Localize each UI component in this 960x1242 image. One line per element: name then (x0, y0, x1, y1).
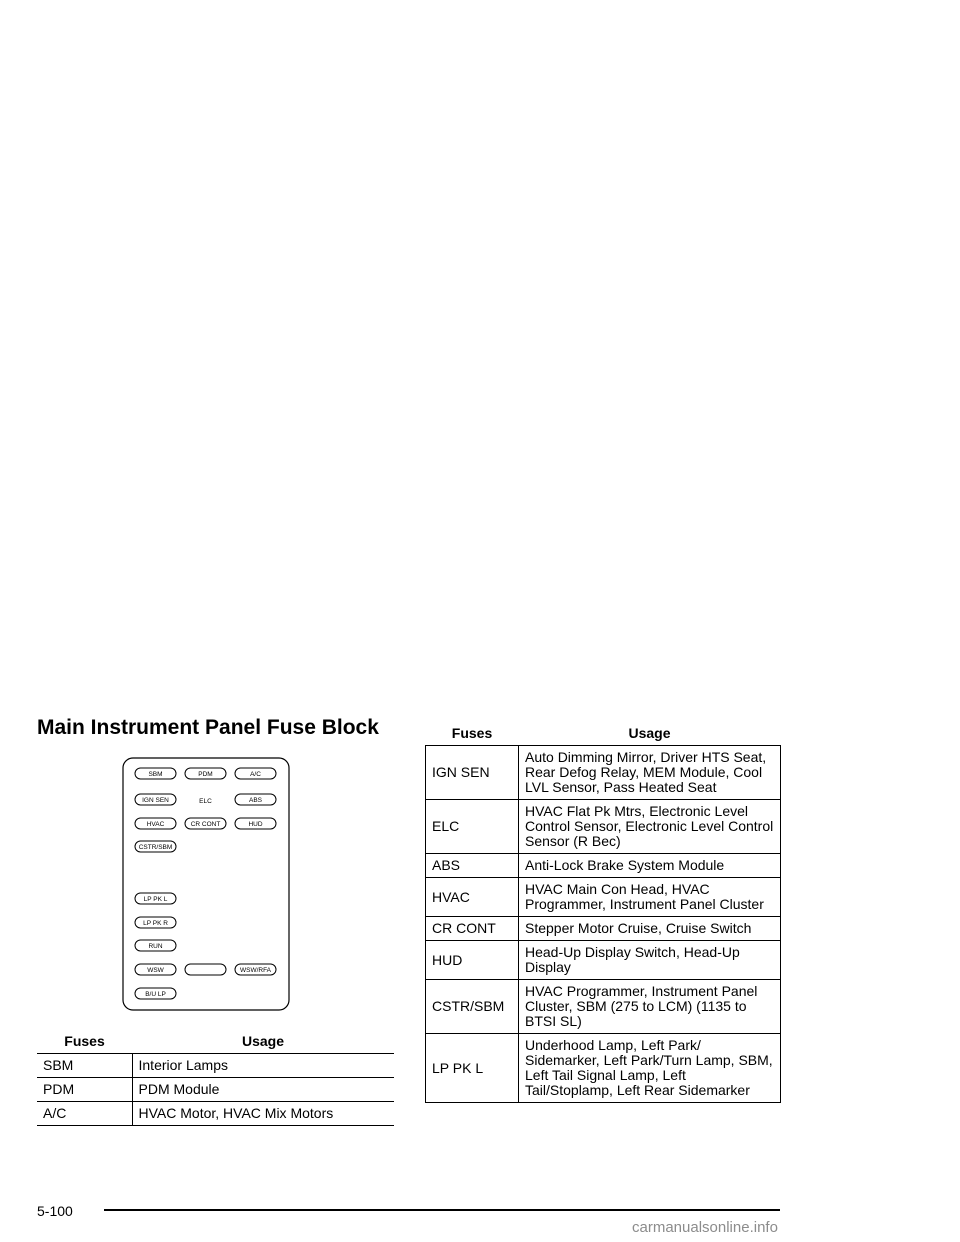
usage-cell: Head-Up Display Switch, Head-Up Display (519, 941, 781, 980)
svg-text:HVAC: HVAC (146, 821, 165, 828)
column-header-usage: Usage (519, 722, 781, 746)
page-title: Main Instrument Panel Fuse Block (37, 716, 379, 739)
page-number: 5-100 (37, 1203, 73, 1219)
svg-text:ELC: ELC (199, 798, 212, 805)
svg-text:CR CONT: CR CONT (190, 821, 221, 828)
fuse-slot-bu-lp (135, 988, 176, 999)
usage-cell: HVAC Flat Pk Mtrs, Electronic Level Control Sensor, Electronic Level Control Sensor (R Bec) (519, 800, 781, 854)
usage-cell: Stepper Motor Cruise, Cruise Switch (519, 917, 781, 941)
svg-text:SBM: SBM (148, 771, 163, 778)
svg-text:HUD: HUD (248, 821, 263, 828)
fuse-cell: HVAC (426, 878, 519, 917)
fuse-slot-ac (235, 768, 276, 779)
table-row (37, 1102, 394, 1126)
fuse-cell: SBM (37, 1054, 132, 1078)
fuse-table-right (425, 722, 781, 1103)
fuse-cell: CSTR/SBM (426, 980, 519, 1034)
svg-text:CSTR/SBM: CSTR/SBM (138, 844, 173, 851)
fuse-slot-cr-cont (185, 818, 226, 829)
fuse-slot-wsw-rfa (235, 964, 276, 975)
table-row (426, 854, 781, 878)
column-header-usage: Usage (132, 1030, 394, 1054)
fuse-cell: PDM (37, 1078, 132, 1102)
usage-cell: HVAC Programmer, Instrument Panel Cluster, SBM (275 to LCM) (1135 to BTSI SL) (519, 980, 781, 1034)
fuse-cell: HUD (426, 941, 519, 980)
table-row (426, 800, 781, 854)
column-header-fuses: Fuses (37, 1030, 132, 1054)
svg-text:WSW/RFA: WSW/RFA (239, 967, 272, 974)
watermark-text: carmanualsonline.info (632, 1219, 778, 1236)
usage-cell: Underhood Lamp, Left Park/ Sidemarker, Left Park/Turn Lamp, SBM, Left Tail Signal Lamp, Left Tail/Stoplamp, Left Rear Sidemarker (519, 1034, 781, 1103)
table-row (426, 941, 781, 980)
fuse-block-svg (122, 757, 290, 1011)
svg-text:LP PK R: LP PK R (143, 920, 168, 927)
svg-text:IGN SEN: IGN SEN (142, 797, 169, 804)
table-row (426, 878, 781, 917)
fuse-slot-run (135, 940, 176, 951)
fuse-slot-hvac (135, 818, 176, 829)
fuse-slot-lp-pk-r (135, 917, 176, 928)
usage-cell: HVAC Motor, HVAC Mix Motors (132, 1102, 394, 1126)
fuse-cell: CR CONT (426, 917, 519, 941)
table-row (426, 746, 781, 800)
svg-text:PDM: PDM (198, 771, 213, 778)
table-header-row (37, 1030, 394, 1054)
svg-text:LP PK L: LP PK L (143, 896, 168, 903)
usage-cell: Interior Lamps (132, 1054, 394, 1078)
fuse-slot-sbm (135, 768, 176, 779)
table-row (426, 917, 781, 941)
fuse-cell: LP PK L (426, 1034, 519, 1103)
svg-text:WSW: WSW (147, 967, 164, 974)
svg-text:A/C: A/C (250, 771, 261, 778)
svg-text:ABS: ABS (248, 797, 263, 804)
table-row (426, 980, 781, 1034)
fuse-cell: A/C (37, 1102, 132, 1126)
fuse-cell: ABS (426, 854, 519, 878)
svg-text:RUN: RUN (148, 943, 163, 950)
fuse-slot-cstr-sbm (135, 841, 176, 852)
table-row (426, 1034, 781, 1103)
table-row (37, 1054, 394, 1078)
fuse-cell: IGN SEN (426, 746, 519, 800)
usage-cell: PDM Module (132, 1078, 394, 1102)
svg-text:B/U LP: B/U LP (145, 991, 166, 998)
column-header-fuses: Fuses (426, 722, 519, 746)
fuse-slot-empty (185, 964, 226, 975)
fuse-slot-elc (199, 798, 212, 805)
fuse-slot-hud (235, 818, 276, 829)
fuse-slot-pdm (185, 768, 226, 779)
fuse-block-diagram (122, 757, 290, 1011)
usage-cell: Auto Dimming Mirror, Driver HTS Seat, Rear Defog Relay, MEM Module, Cool LVL Sensor, Pass Heated Seat (519, 746, 781, 800)
table-header-row (426, 722, 781, 746)
fuse-slot-ign-sen (135, 794, 176, 805)
fuse-cell: ELC (426, 800, 519, 854)
table-row (37, 1078, 394, 1102)
footer-rule (104, 1209, 780, 1211)
fuse-slot-lp-pk-l (135, 893, 176, 904)
fuse-slot-abs (235, 794, 276, 805)
usage-cell: HVAC Main Con Head, HVAC Programmer, Instrument Panel Cluster (519, 878, 781, 917)
fuse-slot-wsw (135, 964, 176, 975)
fuse-table-left (37, 1030, 394, 1126)
usage-cell: Anti-Lock Brake System Module (519, 854, 781, 878)
